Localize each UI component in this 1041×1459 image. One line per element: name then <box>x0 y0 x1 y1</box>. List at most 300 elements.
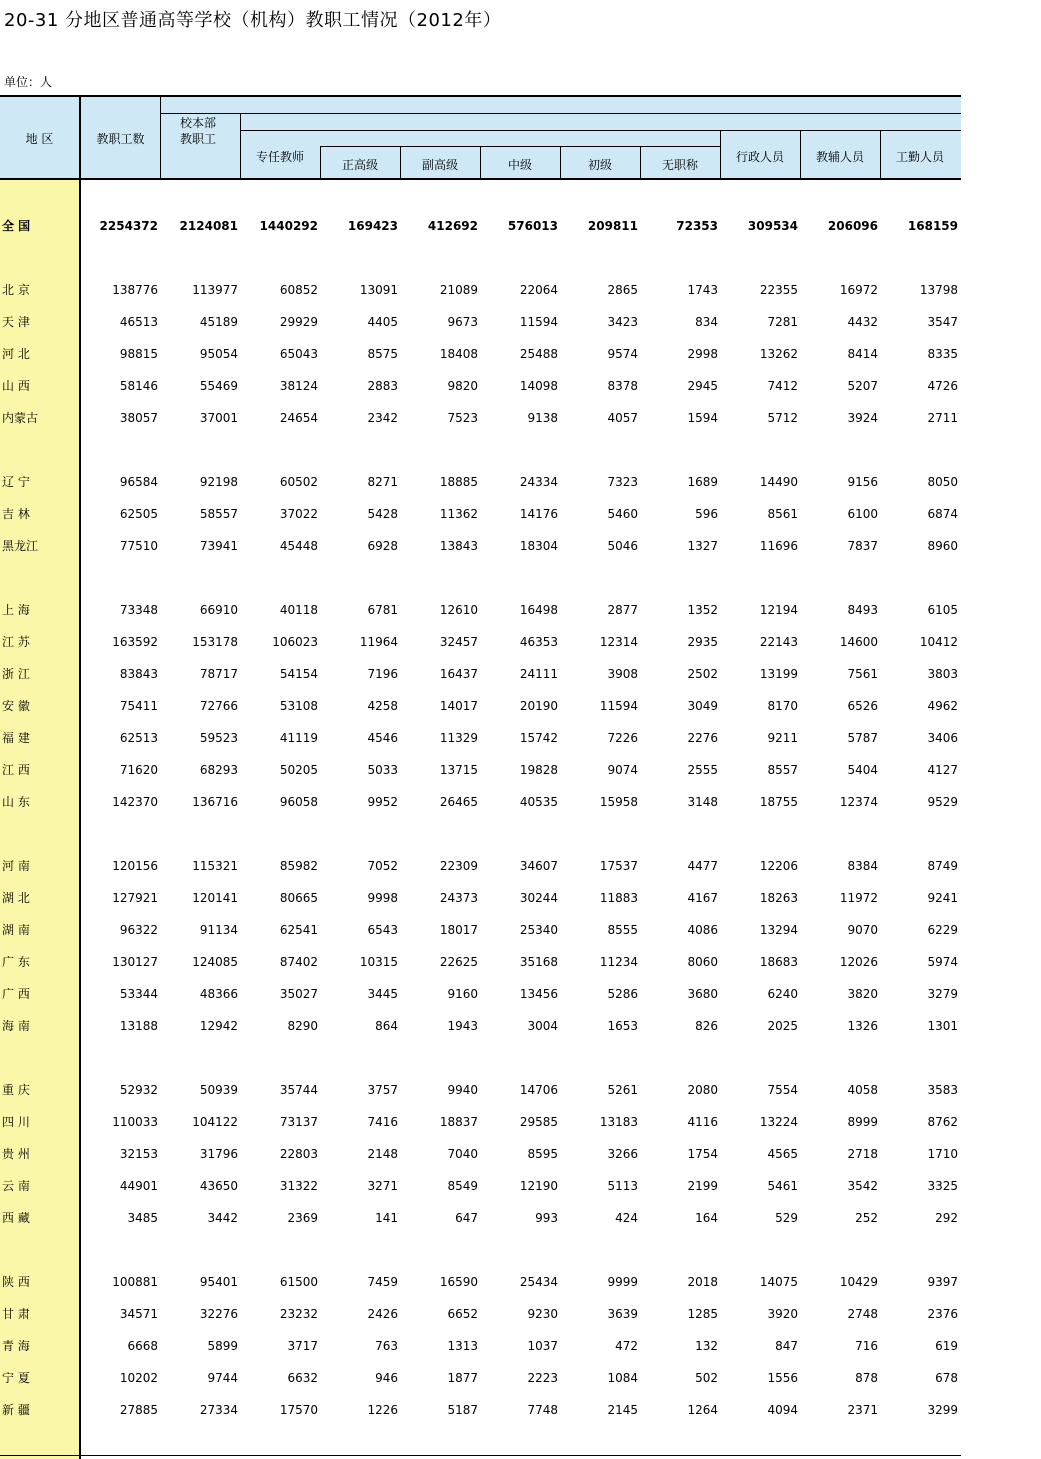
table-cell: 106023 <box>272 635 318 649</box>
table-cell: 16437 <box>439 667 478 681</box>
header-untitled: 无职称 <box>661 158 698 172</box>
table-cell: 8749 <box>927 859 958 873</box>
table-cell: 22355 <box>759 283 798 297</box>
table-cell: 8384 <box>847 859 878 873</box>
region-name: 青 海 <box>2 1339 30 1353</box>
table-cell: 8378 <box>607 379 638 393</box>
table-cell: 7459 <box>367 1275 398 1289</box>
table-cell: 7554 <box>767 1083 798 1097</box>
table-cell: 3583 <box>927 1083 958 1097</box>
table-cell: 120141 <box>192 891 238 905</box>
table-cell: 3547 <box>927 315 958 329</box>
table-cell: 529 <box>775 1211 798 1225</box>
header-support: 教辅人员 <box>815 150 864 164</box>
table-cell: 163592 <box>112 635 158 649</box>
table-cell: 3299 <box>927 1403 958 1417</box>
table-cell: 72353 <box>676 219 718 233</box>
table-row <box>0 664 961 684</box>
table-cell: 85982 <box>279 859 318 873</box>
table-cell: 29585 <box>519 1115 558 1129</box>
table-cell: 1877 <box>447 1371 478 1385</box>
table-cell: 2254372 <box>99 219 158 233</box>
table-cell: 8960 <box>927 539 958 553</box>
table-cell: 7837 <box>847 539 878 553</box>
table-cell: 71620 <box>119 763 158 777</box>
table-cell: 5712 <box>767 411 798 425</box>
table-cell: 3717 <box>287 1339 318 1353</box>
table-cell: 41119 <box>279 731 318 745</box>
table-row <box>0 1176 961 1196</box>
table-cell: 3485 <box>127 1211 158 1225</box>
table-cell: 11362 <box>439 507 478 521</box>
table-cell: 10315 <box>359 955 398 969</box>
table-cell: 9744 <box>207 1371 238 1385</box>
table-cell: 8549 <box>447 1179 478 1193</box>
table-cell: 62505 <box>119 507 158 521</box>
table-cell: 44901 <box>119 1179 158 1193</box>
table-cell: 21089 <box>439 283 478 297</box>
table-cell: 7323 <box>607 475 638 489</box>
table-cell: 25340 <box>519 923 558 937</box>
table-cell: 12314 <box>599 635 638 649</box>
table-cell: 27334 <box>199 1403 238 1417</box>
table-cell: 4258 <box>367 699 398 713</box>
region-name: 新 疆 <box>2 1403 30 1417</box>
table-cell: 10412 <box>919 635 958 649</box>
table-cell: 9999 <box>607 1275 638 1289</box>
table-cell: 2877 <box>607 603 638 617</box>
header-admin: 行政人员 <box>735 150 784 164</box>
table-cell: 1743 <box>687 283 718 297</box>
table-cell: 3004 <box>527 1019 558 1033</box>
table-cell: 60502 <box>279 475 318 489</box>
table-cell: 3542 <box>847 1179 878 1193</box>
table-cell: 104122 <box>192 1115 238 1129</box>
table-cell: 8595 <box>527 1147 558 1161</box>
table-cell: 11329 <box>439 731 478 745</box>
table-cell: 5428 <box>367 507 398 521</box>
table-cell: 424 <box>615 1211 638 1225</box>
table-cell: 66910 <box>199 603 238 617</box>
table-cell: 83843 <box>119 667 158 681</box>
table-cell: 18017 <box>439 923 478 937</box>
table-cell: 2426 <box>367 1307 398 1321</box>
table-cell: 8271 <box>367 475 398 489</box>
table-cell: 31322 <box>279 1179 318 1193</box>
table-cell: 24334 <box>519 475 558 489</box>
table-cell: 4726 <box>927 379 958 393</box>
table-cell: 11964 <box>359 635 398 649</box>
table-cell: 12942 <box>199 1019 238 1033</box>
table-cell: 24654 <box>279 411 318 425</box>
table-cell: 60852 <box>279 283 318 297</box>
table-cell: 502 <box>695 1371 718 1385</box>
table-cell: 141 <box>375 1211 398 1225</box>
table-cell: 11972 <box>839 891 878 905</box>
table-cell: 6229 <box>927 923 958 937</box>
table-cell: 8557 <box>767 763 798 777</box>
table-cell: 29929 <box>279 315 318 329</box>
table-cell: 18304 <box>519 539 558 553</box>
table-cell: 3423 <box>607 315 638 329</box>
table-cell: 9673 <box>447 315 478 329</box>
region-name: 山 西 <box>2 379 30 393</box>
table-cell: 24373 <box>439 891 478 905</box>
table-cell: 2342 <box>367 411 398 425</box>
table-cell: 30244 <box>519 891 558 905</box>
table-cell: 22803 <box>279 1147 318 1161</box>
table-cell: 8414 <box>847 347 878 361</box>
table-cell: 2945 <box>687 379 718 393</box>
table-cell: 1943 <box>447 1019 478 1033</box>
table-cell: 22625 <box>439 955 478 969</box>
table-row <box>0 280 961 300</box>
table-cell: 52932 <box>119 1083 158 1097</box>
table-cell: 206096 <box>827 219 878 233</box>
table-row <box>0 952 961 972</box>
table-cell: 9230 <box>527 1307 558 1321</box>
table-cell: 54154 <box>279 667 318 681</box>
table-row <box>0 696 961 716</box>
table-cell: 37001 <box>199 411 238 425</box>
table-row <box>0 376 961 396</box>
table-cell: 35744 <box>279 1083 318 1097</box>
table-cell: 13188 <box>119 1019 158 1033</box>
header-total-staff: 教职工数 <box>96 132 145 146</box>
table-cell: 9156 <box>847 475 878 489</box>
table-row <box>0 1272 961 1292</box>
table-cell: 142370 <box>112 795 158 809</box>
region-name: 河 北 <box>2 347 30 361</box>
table-cell: 96322 <box>119 923 158 937</box>
table-cell: 59523 <box>199 731 238 745</box>
table-cell: 13199 <box>759 667 798 681</box>
table-cell: 3279 <box>927 987 958 1001</box>
table-cell: 209811 <box>587 219 638 233</box>
table-cell: 3820 <box>847 987 878 1001</box>
table-cell: 16498 <box>519 603 558 617</box>
table-cell: 8170 <box>767 699 798 713</box>
table-cell: 678 <box>935 1371 958 1385</box>
region-name: 湖 北 <box>2 891 30 905</box>
table-cell: 62541 <box>279 923 318 937</box>
table-cell: 50205 <box>279 763 318 777</box>
header-intermediate: 中级 <box>507 158 532 172</box>
table-cell: 4432 <box>847 315 878 329</box>
table-cell: 878 <box>855 1371 878 1385</box>
table-cell: 12190 <box>519 1179 558 1193</box>
table-cell: 80665 <box>279 891 318 905</box>
table-cell: 4057 <box>607 411 638 425</box>
table-cell: 127921 <box>112 891 158 905</box>
header-full-time-teachers: 专任教师 <box>255 150 304 164</box>
table-cell: 62513 <box>119 731 158 745</box>
table-cell: 5461 <box>767 1179 798 1193</box>
table-cell: 5207 <box>847 379 878 393</box>
table-cell: 9998 <box>367 891 398 905</box>
table-cell: 864 <box>375 1019 398 1033</box>
table-cell: 4962 <box>927 699 958 713</box>
table-cell: 1264 <box>687 1403 718 1417</box>
table-cell: 6668 <box>127 1339 158 1353</box>
table-cell: 412692 <box>427 219 478 233</box>
table-cell: 6526 <box>847 699 878 713</box>
table-cell: 9397 <box>927 1275 958 1289</box>
table-cell: 8762 <box>927 1115 958 1129</box>
table-cell: 252 <box>855 1211 878 1225</box>
table-cell: 2371 <box>847 1403 878 1417</box>
table-cell: 8555 <box>607 923 638 937</box>
table-row <box>0 760 961 780</box>
table-cell: 9574 <box>607 347 638 361</box>
table-cell: 5787 <box>847 731 878 745</box>
table-cell: 8335 <box>927 347 958 361</box>
table-cell: 9070 <box>847 923 878 937</box>
table-row <box>0 312 961 332</box>
table-cell: 5404 <box>847 763 878 777</box>
table-row <box>0 1336 961 1356</box>
table-cell: 61500 <box>279 1275 318 1289</box>
table-cell: 6240 <box>767 987 798 1001</box>
table-cell: 6928 <box>367 539 398 553</box>
table-cell: 4127 <box>927 763 958 777</box>
region-name: 云 南 <box>2 1179 30 1193</box>
table-row <box>0 984 961 1004</box>
table-cell: 2018 <box>687 1275 718 1289</box>
table-row-total <box>0 216 961 236</box>
table-cell: 3445 <box>367 987 398 1001</box>
table-cell: 53108 <box>279 699 318 713</box>
region-column-background <box>0 180 79 1459</box>
table-cell: 95401 <box>199 1275 238 1289</box>
table-cell: 38124 <box>279 379 318 393</box>
region-name: 安 徽 <box>2 699 30 713</box>
table-cell: 14706 <box>519 1083 558 1097</box>
table-cell: 5261 <box>607 1083 638 1097</box>
table-cell: 50939 <box>199 1083 238 1097</box>
table-cell: 3803 <box>927 667 958 681</box>
region-name: 全 国 <box>2 219 31 233</box>
table-cell: 32457 <box>439 635 478 649</box>
table-cell: 8493 <box>847 603 878 617</box>
region-name: 上 海 <box>2 603 30 617</box>
region-name: 山 东 <box>2 795 30 809</box>
header-junior: 初级 <box>587 158 612 172</box>
table-cell: 9529 <box>927 795 958 809</box>
table-cell: 8575 <box>367 347 398 361</box>
table-cell: 2376 <box>927 1307 958 1321</box>
table-cell: 18408 <box>439 347 478 361</box>
table-cell: 8999 <box>847 1115 878 1129</box>
table-cell: 34571 <box>119 1307 158 1321</box>
table-cell: 132 <box>695 1339 718 1353</box>
header-workers: 工勤人员 <box>895 150 944 164</box>
table-cell: 3908 <box>607 667 638 681</box>
table-cell: 2711 <box>927 411 958 425</box>
table-cell: 4116 <box>687 1115 718 1129</box>
table-cell: 96584 <box>119 475 158 489</box>
table-cell: 9820 <box>447 379 478 393</box>
table-cell: 130127 <box>112 955 158 969</box>
header-school-staff: 校本部 教职工 <box>180 116 217 146</box>
table-row <box>0 536 961 556</box>
table-row <box>0 920 961 940</box>
table-cell: 6100 <box>847 507 878 521</box>
table-cell: 75411 <box>119 699 158 713</box>
table-title: 20-31 分地区普通高等学校（机构）教职工情况（2012年） <box>4 10 502 31</box>
table-cell: 847 <box>775 1339 798 1353</box>
table-row <box>0 728 961 748</box>
table-cell: 20190 <box>519 699 558 713</box>
table-cell: 98815 <box>119 347 158 361</box>
table-cell: 77510 <box>119 539 158 553</box>
table-cell: 1594 <box>687 411 718 425</box>
table-cell: 4167 <box>687 891 718 905</box>
table-cell: 292 <box>935 1211 958 1225</box>
table-cell: 2025 <box>767 1019 798 1033</box>
table-cell: 1653 <box>607 1019 638 1033</box>
table-cell: 2555 <box>687 763 718 777</box>
table-cell: 35027 <box>279 987 318 1001</box>
table-cell: 17570 <box>279 1403 318 1417</box>
region-name: 贵 州 <box>2 1147 30 1161</box>
table-cell: 5974 <box>927 955 958 969</box>
table-cell: 2502 <box>687 667 718 681</box>
table-cell: 4546 <box>367 731 398 745</box>
table-cell: 7226 <box>607 731 638 745</box>
table-cell: 10429 <box>839 1275 878 1289</box>
table-row <box>0 1144 961 1164</box>
table-cell: 91134 <box>199 923 238 937</box>
table-cell: 46513 <box>119 315 158 329</box>
header-divider <box>320 146 720 147</box>
table-row <box>0 1208 961 1228</box>
region-name: 广 西 <box>2 987 30 1001</box>
table-cell: 6874 <box>927 507 958 521</box>
table-cell: 136716 <box>192 795 238 809</box>
table-cell: 3757 <box>367 1083 398 1097</box>
table-cell: 3442 <box>207 1211 238 1225</box>
table-cell: 25434 <box>519 1275 558 1289</box>
table-cell: 40118 <box>279 603 318 617</box>
table-cell: 1326 <box>847 1019 878 1033</box>
table-cell: 5187 <box>447 1403 478 1417</box>
table-cell: 14017 <box>439 699 478 713</box>
table-cell: 2223 <box>527 1371 558 1385</box>
table-cell: 1352 <box>687 603 718 617</box>
table-cell: 46353 <box>519 635 558 649</box>
table-cell: 3639 <box>607 1307 638 1321</box>
table-cell: 5899 <box>207 1339 238 1353</box>
table-cell: 9211 <box>767 731 798 745</box>
table-cell: 2199 <box>687 1179 718 1193</box>
table-cell: 164 <box>695 1211 718 1225</box>
table-cell: 4405 <box>367 315 398 329</box>
table-cell: 1327 <box>687 539 718 553</box>
table-cell: 2865 <box>607 283 638 297</box>
region-name: 甘 肃 <box>2 1307 30 1321</box>
table-cell: 7196 <box>367 667 398 681</box>
table-cell: 72766 <box>199 699 238 713</box>
region-name: 湖 南 <box>2 923 30 937</box>
table-cell: 5460 <box>607 507 638 521</box>
table-cell: 13262 <box>759 347 798 361</box>
table-cell: 8050 <box>927 475 958 489</box>
table-row <box>0 504 961 524</box>
table-cell: 1710 <box>927 1147 958 1161</box>
table-row <box>0 1368 961 1388</box>
table-cell: 3049 <box>687 699 718 713</box>
table-cell: 2935 <box>687 635 718 649</box>
table-cell: 12026 <box>839 955 878 969</box>
table-cell: 2883 <box>367 379 398 393</box>
table-cell: 18755 <box>759 795 798 809</box>
table-cell: 7416 <box>367 1115 398 1129</box>
table-cell: 3680 <box>687 987 718 1001</box>
header-divider <box>160 113 961 114</box>
header-divider <box>160 97 161 178</box>
table-cell: 7052 <box>367 859 398 873</box>
table-top-border <box>0 95 961 97</box>
table-cell: 96058 <box>279 795 318 809</box>
table-cell: 7412 <box>767 379 798 393</box>
table-cell: 7281 <box>767 315 798 329</box>
table-cell: 13843 <box>439 539 478 553</box>
table-cell: 14176 <box>519 507 558 521</box>
region-name: 福 建 <box>2 731 30 745</box>
table-cell: 169423 <box>347 219 398 233</box>
table-cell: 58557 <box>199 507 238 521</box>
table-cell: 4477 <box>687 859 718 873</box>
table-cell: 1754 <box>687 1147 718 1161</box>
table-row <box>0 1016 961 1036</box>
table-cell: 87402 <box>279 955 318 969</box>
region-name: 西 藏 <box>2 1211 30 1225</box>
table-cell: 716 <box>855 1339 878 1353</box>
table-cell: 100881 <box>112 1275 158 1289</box>
table-row <box>0 856 961 876</box>
table-row <box>0 632 961 652</box>
table-cell: 11594 <box>519 315 558 329</box>
table-cell: 3148 <box>687 795 718 809</box>
table-cell: 4565 <box>767 1147 798 1161</box>
table-cell: 6105 <box>927 603 958 617</box>
table-cell: 12194 <box>759 603 798 617</box>
table-cell: 35168 <box>519 955 558 969</box>
table-row <box>0 472 961 492</box>
region-name: 江 西 <box>2 763 30 777</box>
table-cell: 14075 <box>759 1275 798 1289</box>
region-name: 重 庆 <box>2 1083 30 1097</box>
table-cell: 32276 <box>199 1307 238 1321</box>
table-cell: 1440292 <box>259 219 318 233</box>
table-cell: 13294 <box>759 923 798 937</box>
region-name: 浙 江 <box>2 667 30 681</box>
table-cell: 9074 <box>607 763 638 777</box>
table-cell: 16590 <box>439 1275 478 1289</box>
region-name: 天 津 <box>2 315 30 329</box>
region-name: 广 东 <box>2 955 30 969</box>
table-cell: 8290 <box>287 1019 318 1033</box>
table-cell: 113977 <box>192 283 238 297</box>
header-senior: 正高级 <box>341 158 378 172</box>
table-cell: 472 <box>615 1339 638 1353</box>
region-name: 陕 西 <box>2 1275 30 1289</box>
header-region: 地 区 <box>25 132 54 146</box>
table-cell: 45448 <box>279 539 318 553</box>
table-cell: 826 <box>695 1019 718 1033</box>
region-name: 宁 夏 <box>2 1371 30 1385</box>
